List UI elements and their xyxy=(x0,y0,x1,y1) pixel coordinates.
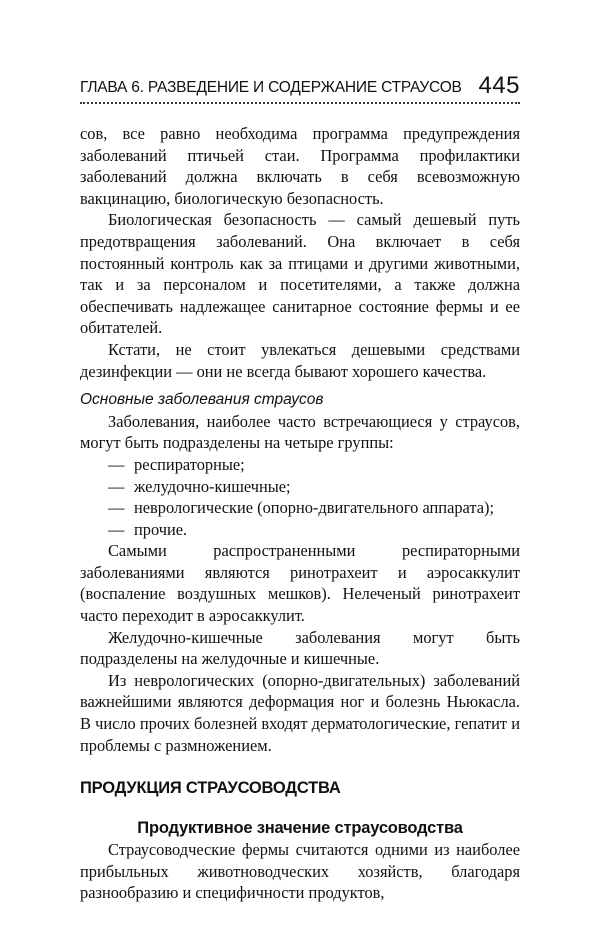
section-subheading: Основные заболевания страусов xyxy=(80,391,324,409)
list-item: — прочие. xyxy=(108,519,520,541)
paragraph: сов, все равно необходима программа предупреждения заболеваний птичьей стаи. Программа профилактики заболеваний должна включать в себя всевозможную вакцинацию, биологическую безопасность. xyxy=(80,124,520,208)
subsection-heading: Продуктивное значение страусоводства xyxy=(137,819,463,838)
paragraph: Заболевания, наиболее часто встречающиеся у страусов, могут быть подразделены на четыре группы: xyxy=(80,411,520,453)
list-item: — неврологические (опорно-двигательного аппарата); xyxy=(108,497,520,519)
page-body xyxy=(80,123,520,904)
paragraph: Из неврологических (опорно-двигательных) заболеваний важнейшими являются деформация ног и болезнь Ньюкасла. В число прочих болезней входят дерматологические, гепатит и проблемы с размножением. xyxy=(80,670,520,755)
paragraph: Кстати, не стоит увлекаться дешевыми средствами дезинфекции — они не всегда бывают хорошего качества. xyxy=(80,339,520,381)
paragraph: Самыми распространенными респираторными заболеваниями являются ринотрахеит и аэросаккулит (воспаление воздушных мешков). Нелеченый ринотрахеит часто переходит в аэросаккулит. xyxy=(80,541,520,626)
section-heading: ПРОДУКЦИЯ СТРАУСОВОДСТВА xyxy=(80,779,341,798)
paragraph: Желудочно-кишечные заболевания могут быть подразделены на желудочные и кишечные. xyxy=(80,627,520,669)
header-dotted-rule xyxy=(80,102,520,104)
disease-group-list xyxy=(80,454,520,540)
chapter-running-title: ГЛАВА 6. РАЗВЕДЕНИЕ И СОДЕРЖАНИЕ СТРАУСОВ xyxy=(80,79,462,96)
paragraph: Биологическая безопасность — самый дешевый путь предотвращения заболеваний. Она включает в себя постоянный контроль как за птицами и другими животными, так и за персоналом и посетителями, а также должна обеспечивать надлежащее санитарное состояние фермы и ее обитателей. xyxy=(80,210,520,338)
page-number: 445 xyxy=(478,72,520,99)
book-page xyxy=(80,0,520,934)
paragraph: Страусоводческие фермы считаются одними из наиболее прибыльных животноводческих хозяйств, благодаря разнообразию и специфичности продуктов, xyxy=(80,840,520,903)
list-item: — желудочно-кишечные; xyxy=(108,476,520,498)
list-item: — респираторные; xyxy=(108,454,520,476)
running-header xyxy=(80,70,520,104)
